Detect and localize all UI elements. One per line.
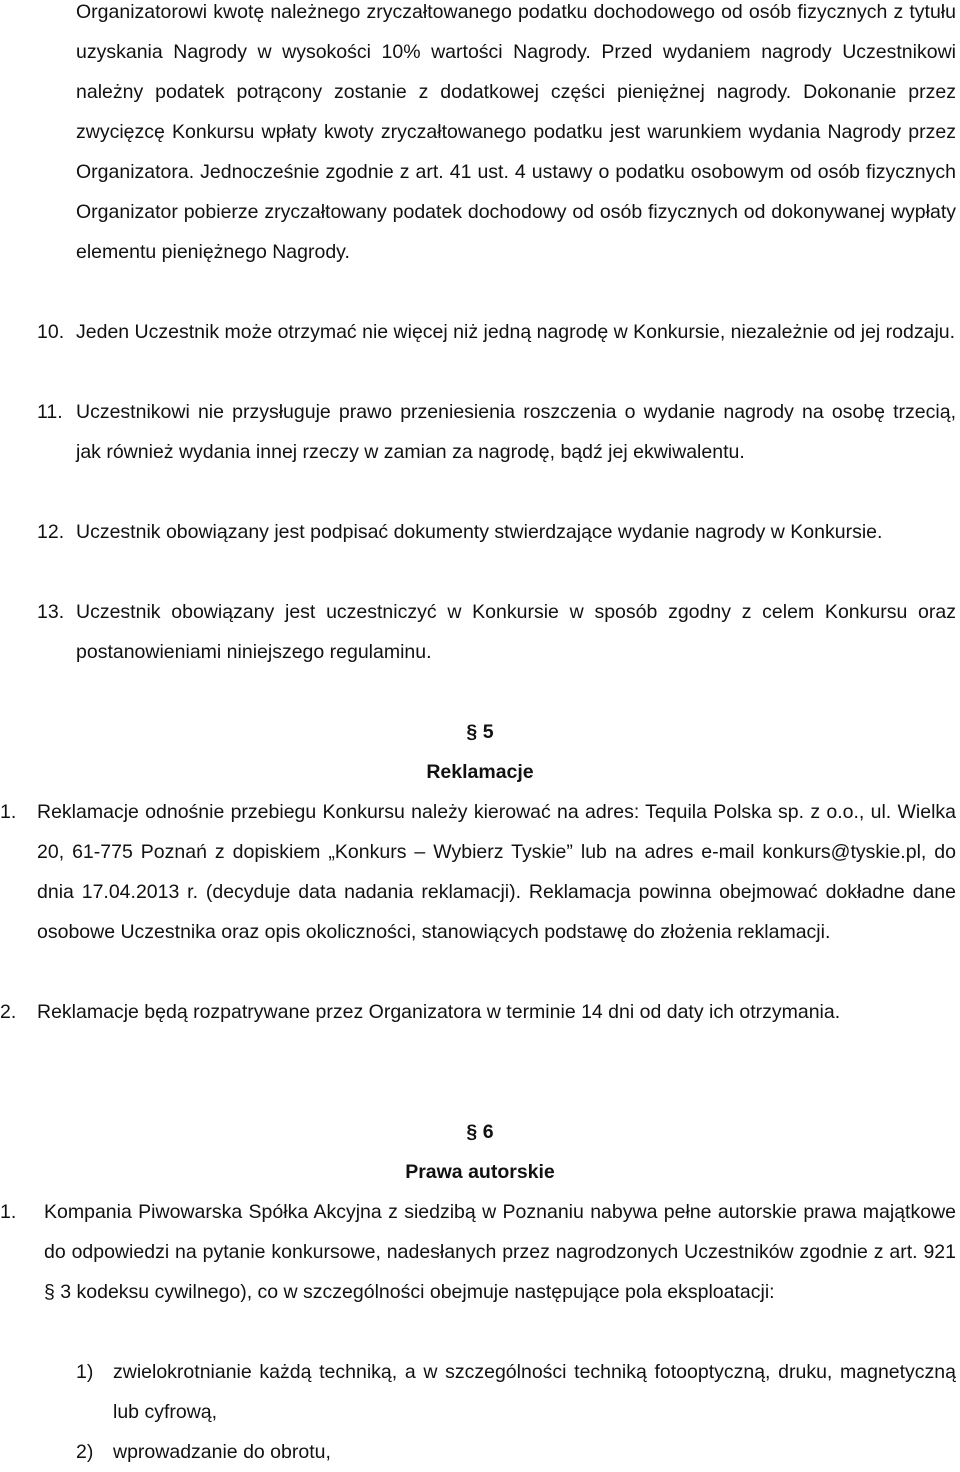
list-item: Jeden Uczestnik może otrzymać nie więcej niż jedną nagrodę w Konkursie, niezależnie od jej rodzaju. bbox=[76, 321, 956, 343]
item-number: 13. bbox=[37, 601, 65, 623]
section-number: 6 bbox=[482, 1121, 494, 1143]
list-item: Uczestnik obowiązany jest uczestniczyć w Konkursie w sposób zgodny z celem Konkursu oraz postanowieniami niniejszego regulaminu. bbox=[76, 601, 956, 663]
sub-list-item: zwielokrotnianie każdą techniką, a w szczególności techniką fotooptyczną, druku, magnetyczną lub cyfrową, bbox=[113, 1361, 956, 1423]
list-item: Kompania Piwowarska Spółka Akcyjna z siedzibą w Poznaniu nabywa pełne autorskie prawa majątkowe do odpowiedzi na pytanie konkursowe, nadesłanych przez nagrodzonych Uczestników zgodnie z art. 921 § 3 kodeksu cywilnego), co w szczególności obejmuje następujące pola eksploatacji: bbox=[44, 1201, 956, 1303]
section-symbol: § bbox=[466, 1121, 478, 1143]
top-paragraph: Organizatorowi kwotę należnego zryczałtowanego podatku dochodowego od osób fizycznych z tytułu uzyskania Nagrody w wysokości 10% wartości Nagrody. Przed wydaniem nagrody Uczestnikowi należny podatek potrącony zostanie z dodatkowej części pieniężnej nagrody. Dokonanie przez zwycięzcę Konkursu wpłaty kwoty zryczałtowanego podatku jest warunkiem wydania Nagrody przez Organizatora. Jednocześnie zgodnie z art. 41 ust. 4 ustawy o podatku osobowym od osób fizycznych Organizator pobierze zryczałtowany podatek dochodowy od osób fizycznych od dokonywanej wypłaty elementu pieniężnego Nagrody. bbox=[76, 1, 956, 263]
list-item: Reklamacje będą rozpatrywane przez Organizatora w terminie 14 dni od daty ich otrzymania. bbox=[37, 1001, 841, 1023]
item-number: 2. bbox=[0, 1001, 17, 1023]
sub-list-item: wprowadzanie do obrotu, bbox=[113, 1441, 331, 1463]
section-5-title: Reklamacje bbox=[426, 761, 534, 783]
section-number: 5 bbox=[482, 721, 494, 743]
item-number: 10. bbox=[37, 321, 65, 343]
subitem-number: 2) bbox=[76, 1441, 94, 1463]
section-6-number bbox=[0, 1112, 960, 1152]
section-symbol: § bbox=[466, 721, 478, 743]
item-number: 11. bbox=[37, 401, 63, 423]
subitem-number: 1) bbox=[76, 1361, 94, 1383]
item-number: 1. bbox=[0, 1201, 17, 1223]
item-number: 1. bbox=[0, 801, 17, 823]
item-number: 12. bbox=[37, 521, 65, 543]
list-item: Reklamacje odnośnie przebiegu Konkursu należy kierować na adres: Tequila Polska sp. z o.o., ul. Wielka 20, 61-775 Poznań z dopiskiem „Konkurs – Wybierz Tyskie” lub na adres e-mail konkurs@tyskie.pl, do dnia 17.04.2013 r. (decyduje data nadania reklamacji). Reklamacja powinna obejmować dokładne dane osobowe Uczestnika oraz opis okoliczności, stanowiących podstawę do złożenia reklamacji. bbox=[37, 801, 956, 943]
section-5-number bbox=[0, 712, 960, 752]
list-item: Uczestnikowi nie przysługuje prawo przeniesienia roszczenia o wydanie nagrody na osobę trzecią, jak również wydania innej rzeczy w zamian za nagrodę, bądź jej ekwiwalentu. bbox=[76, 401, 956, 463]
list-item: Uczestnik obowiązany jest podpisać dokumenty stwierdzające wydanie nagrody w Konkursie. bbox=[76, 521, 883, 543]
section-6-title: Prawa autorskie bbox=[405, 1161, 555, 1183]
